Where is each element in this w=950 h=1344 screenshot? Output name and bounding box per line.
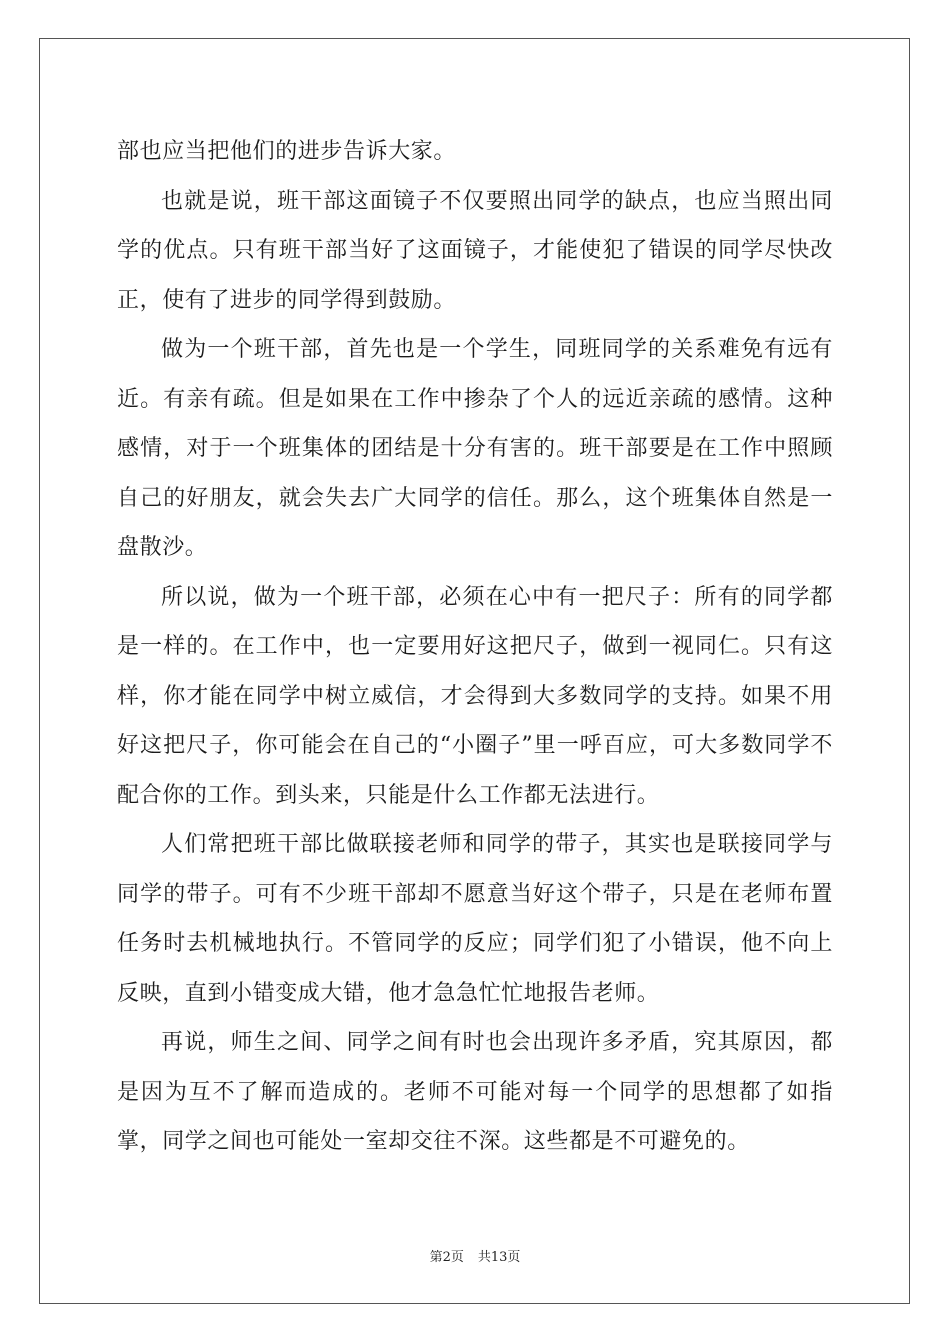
paragraph-3: 做为一个班干部，首先也是一个学生，同班同学的关系难免有远有近。有亲有疏。但是如果在工作中掺杂了个人的远近亲疏的感情。这种感情，对于一个班集体的团结是十分有害的。班干部要是在工作中照顾自己的好朋友，就会失去广大同学的信任。那么，这个班集体自然是一盘散沙。: [117, 337, 833, 560]
page-footer: [0, 1246, 950, 1265]
paragraph-4: 所以说，做为一个班干部，必须在心中有一把尺子：所有的同学都是一样的。在工作中，也一定要用好这把尺子，做到一视同仁。只有这样，你才能在同学中树立威信，才会得到大多数同学的支持。如果不用好这把尺子，你可能会在自己的“小圈子”里一呼百应，可大多数同学不配合你的工作。到头来，只能是什么工作都无法进行。: [117, 584, 833, 808]
paragraph-6: 再说，师生之间、同学之间有时也会出现许多矛盾，究其原因，都是因为互不了解而造成的。老师不可能对每一个同学的思想都了如指掌，同学之间也可能处一室却交往不深。这些都是不可避免的。: [117, 1030, 833, 1154]
paragraph-1: 部也应当把他们的进步告诉大家。: [117, 139, 457, 164]
document-body: [117, 127, 833, 1167]
paragraph-5: 人们常把班干部比做联接老师和同学的带子，其实也是联接同学与同学的带子。可有不少班干部却不愿意当好这个带子，只是在老师布置任务时去机械地执行。不管同学的反应；同学们犯了小错误，他不向上反映，直到小错变成大错，他才急急忙忙地报告老师。: [117, 832, 833, 1006]
paragraph-2: 也就是说，班干部这面镜子不仅要照出同学的缺点，也应当照出同学的优点。只有班干部当好了这面镜子，才能使犯了错误的同学尽快改正，使有了进步的同学得到鼓励。: [117, 188, 833, 313]
page-total: 共13页: [477, 1250, 521, 1265]
page-number: 第2页: [429, 1250, 464, 1265]
